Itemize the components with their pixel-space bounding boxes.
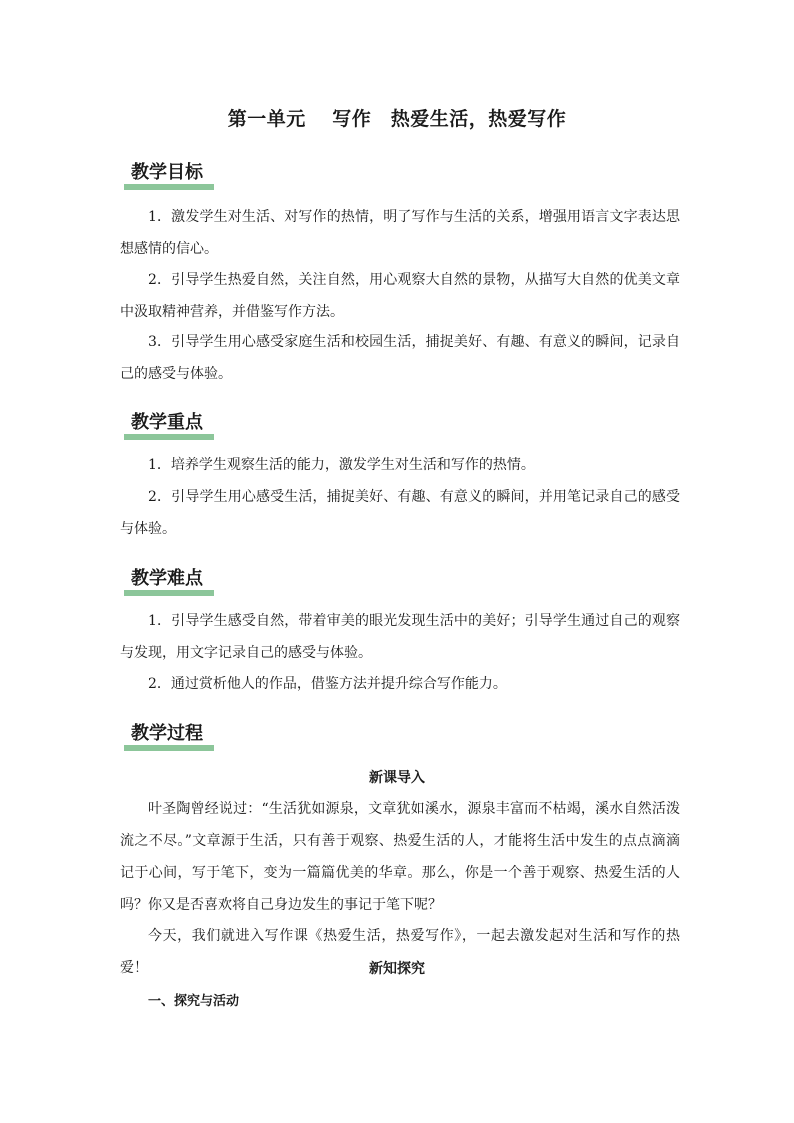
section-heading-process: [124, 721, 203, 751]
heading-highlight: [124, 590, 214, 596]
section-heading-label: 教学重点: [131, 412, 203, 433]
key-point-item-2: 2．引导学生用心感受生活，捕捉美好、有趣、有意义的瞬间，并用笔记录自己的感受与体验。: [120, 489, 680, 537]
objective-item-3: 3．引导学生用心感受家庭生活和校园生活，捕捉美好、有趣、有意义的瞬间，记录自己的感受与体验。: [120, 334, 680, 382]
difficulty-item-2: 2．通过赏析他人的作品，借鉴方法并提升综合写作能力。: [148, 676, 507, 692]
section-heading-label: 教学过程: [131, 723, 203, 744]
section-heading-difficulties: [124, 566, 203, 596]
page-title: 第一单元 写作 热爱生活，热爱写作: [227, 108, 567, 130]
section-heading-key-points: [124, 410, 203, 440]
intro-paragraph-1: 叶圣陶曾经说过：“生活犹如源泉，文章犹如溪水，源泉丰富而不枯竭，溪水自然活泼流之不尽。”文章源于生活，只有善于观察、热爱生活的人，才能将生活中发生的点点滴滴记于心间，写于笔下，变为一篇篇优美的华章。那么，你是一个善于观察、热爱生活的人吗？你又是否喜欢将自己身边发生的事记于笔下呢？: [120, 801, 680, 913]
intro-paragraph-2: 今天，我们就进入写作课《热爱生活，热爱写作》，一起去激发起对生活和写作的热爱！: [120, 928, 680, 976]
subsection-title-intro: 新课导入: [369, 770, 425, 786]
section-heading-objectives: [124, 160, 203, 190]
objective-item-2: 2．引导学生热爱自然，关注自然，用心观察大自然的景物，从描写大自然的优美文章中汲取精神营养，并借鉴写作方法。: [120, 272, 680, 320]
step-heading: 一、探究与活动: [148, 994, 240, 1009]
heading-highlight: [124, 745, 214, 751]
heading-highlight: [124, 184, 214, 190]
objective-item-1: 1．激发学生对生活、对写作的热情，明了写作与生活的关系，增强用语言文字表达思想感情的信心。: [120, 209, 680, 257]
difficulty-item-1: 1．引导学生感受自然，带着审美的眼光发现生活中的美好；引导学生通过自己的观察与发现，用文字记录自己的感受与体验。: [120, 613, 680, 661]
heading-highlight: [124, 434, 214, 440]
section-heading-label: 教学难点: [131, 568, 203, 589]
key-point-item-1: 1．培养学生观察生活的能力，激发学生对生活和写作的热情。: [148, 457, 535, 473]
subsection-title-explore: 新知探究: [369, 961, 425, 977]
section-heading-label: 教学目标: [131, 162, 203, 183]
